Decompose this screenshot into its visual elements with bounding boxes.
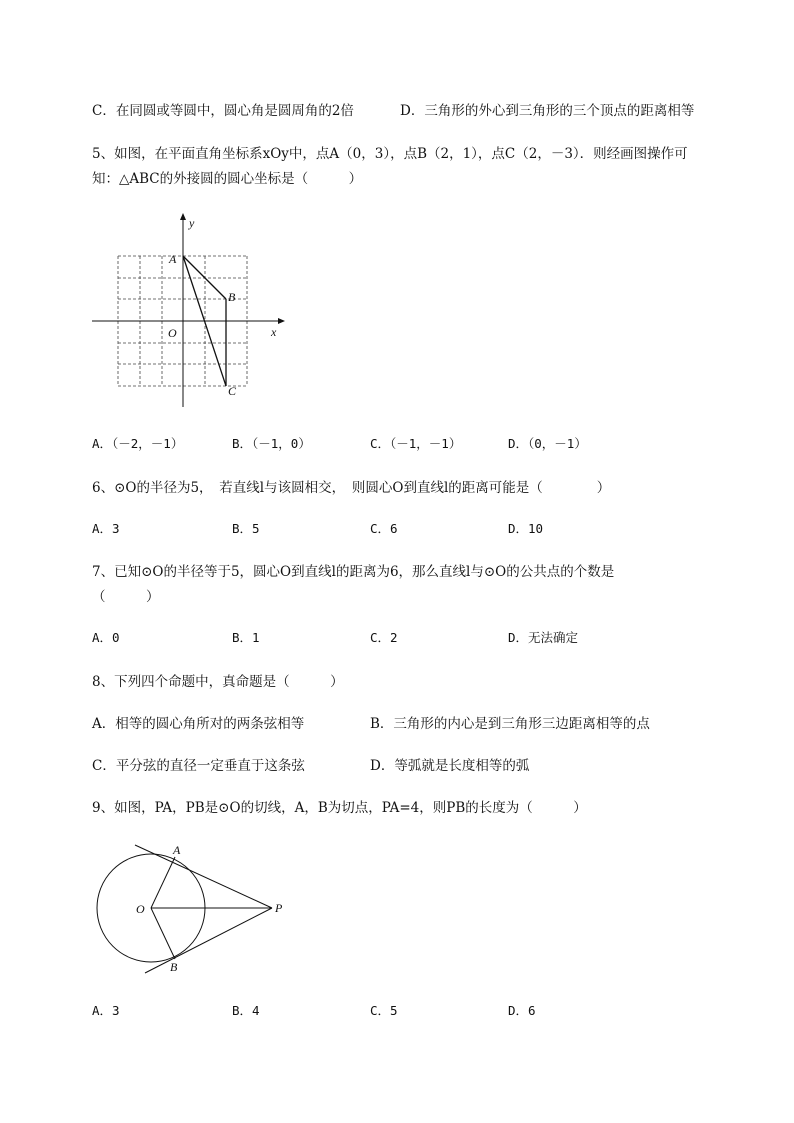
q7-option-b: B．1 bbox=[232, 630, 260, 645]
q4-option-d: D．三角形的外心到三角形的三个顶点的距离相等 bbox=[400, 103, 695, 119]
q6-option-d: D．10 bbox=[508, 521, 544, 536]
q7-option-c: C．2 bbox=[370, 630, 398, 645]
q5-stem-line2: 知：△ABC的外接圆的圆心坐标是（ ） bbox=[92, 171, 363, 187]
q8-option-c: C．平分弦的直径一定垂直于这条弦 bbox=[92, 758, 305, 774]
q5-option-c: C．（－1，－1） bbox=[370, 436, 462, 451]
q5-label-y: y bbox=[189, 216, 195, 230]
q9-option-d: D．6 bbox=[508, 1003, 536, 1018]
q9-label-p: P bbox=[275, 901, 283, 915]
q6-option-a: A．3 bbox=[92, 521, 120, 536]
q5-option-a: A．（－2，－1） bbox=[92, 436, 184, 451]
q5-label-a: A bbox=[169, 252, 177, 266]
q6-option-b: B．5 bbox=[232, 521, 260, 536]
q7-option-d: D．无法确定 bbox=[508, 630, 579, 645]
q5-label-b: B bbox=[228, 290, 236, 304]
q5-option-b: B．（－1，0） bbox=[232, 436, 311, 451]
q5-label-c: C bbox=[228, 384, 237, 398]
q7-stem-line1: 7、已知⊙O的半径等于5，圆心O到直线l的距离为6，那么直线l与⊙O的公共点的个数是 bbox=[92, 564, 615, 580]
q8-option-a: A．相等的圆心角所对的两条弦相等 bbox=[92, 716, 305, 732]
q9-label-o: O bbox=[136, 902, 145, 916]
q9-radius-ob bbox=[151, 908, 175, 959]
q8-option-d: D．等弧就是长度相等的弧 bbox=[370, 758, 530, 774]
q9-tangent-pb bbox=[145, 908, 272, 973]
q6-option-c: C．6 bbox=[370, 521, 398, 536]
q7-option-a: A．0 bbox=[92, 630, 120, 645]
q7-stem-line2: （ ） bbox=[92, 589, 160, 605]
q9-option-b: B．4 bbox=[232, 1003, 260, 1018]
q8-option-b: B．三角形的内心是到三角形三边距离相等的点 bbox=[370, 716, 650, 732]
q6-stem: 6、⊙O的半径为5， 若直线l与该圆相交， 则圆心O到直线l的距离可能是（ ） bbox=[92, 480, 611, 496]
q9-label-a: A bbox=[173, 843, 181, 857]
q5-label-o: O bbox=[168, 326, 177, 340]
q8-stem: 8、下列四个命题中，真命题是（ ） bbox=[92, 674, 344, 690]
q9-radius-oa bbox=[151, 857, 175, 908]
q5-label-x: x bbox=[271, 325, 277, 339]
q9-label-b: B bbox=[170, 960, 178, 974]
q9-stem: 9、如图，PA，PB是⊙O的切线，A，B为切点，PA=4，则PB的长度为（ ） bbox=[92, 800, 587, 816]
q5-option-d: D．（0，－1） bbox=[508, 436, 587, 451]
q5-stem-line1: 5、如图，在平面直角坐标系xOy中，点A（0，3），点B（2，1），点C（2，－3）．则经画图操作可 bbox=[92, 146, 688, 162]
q9-option-c: C．5 bbox=[370, 1003, 398, 1018]
q9-option-a: A．3 bbox=[92, 1003, 120, 1018]
q4-option-c: C．在同圆或等圆中，圆心角是圆周角的2倍 bbox=[92, 103, 354, 119]
